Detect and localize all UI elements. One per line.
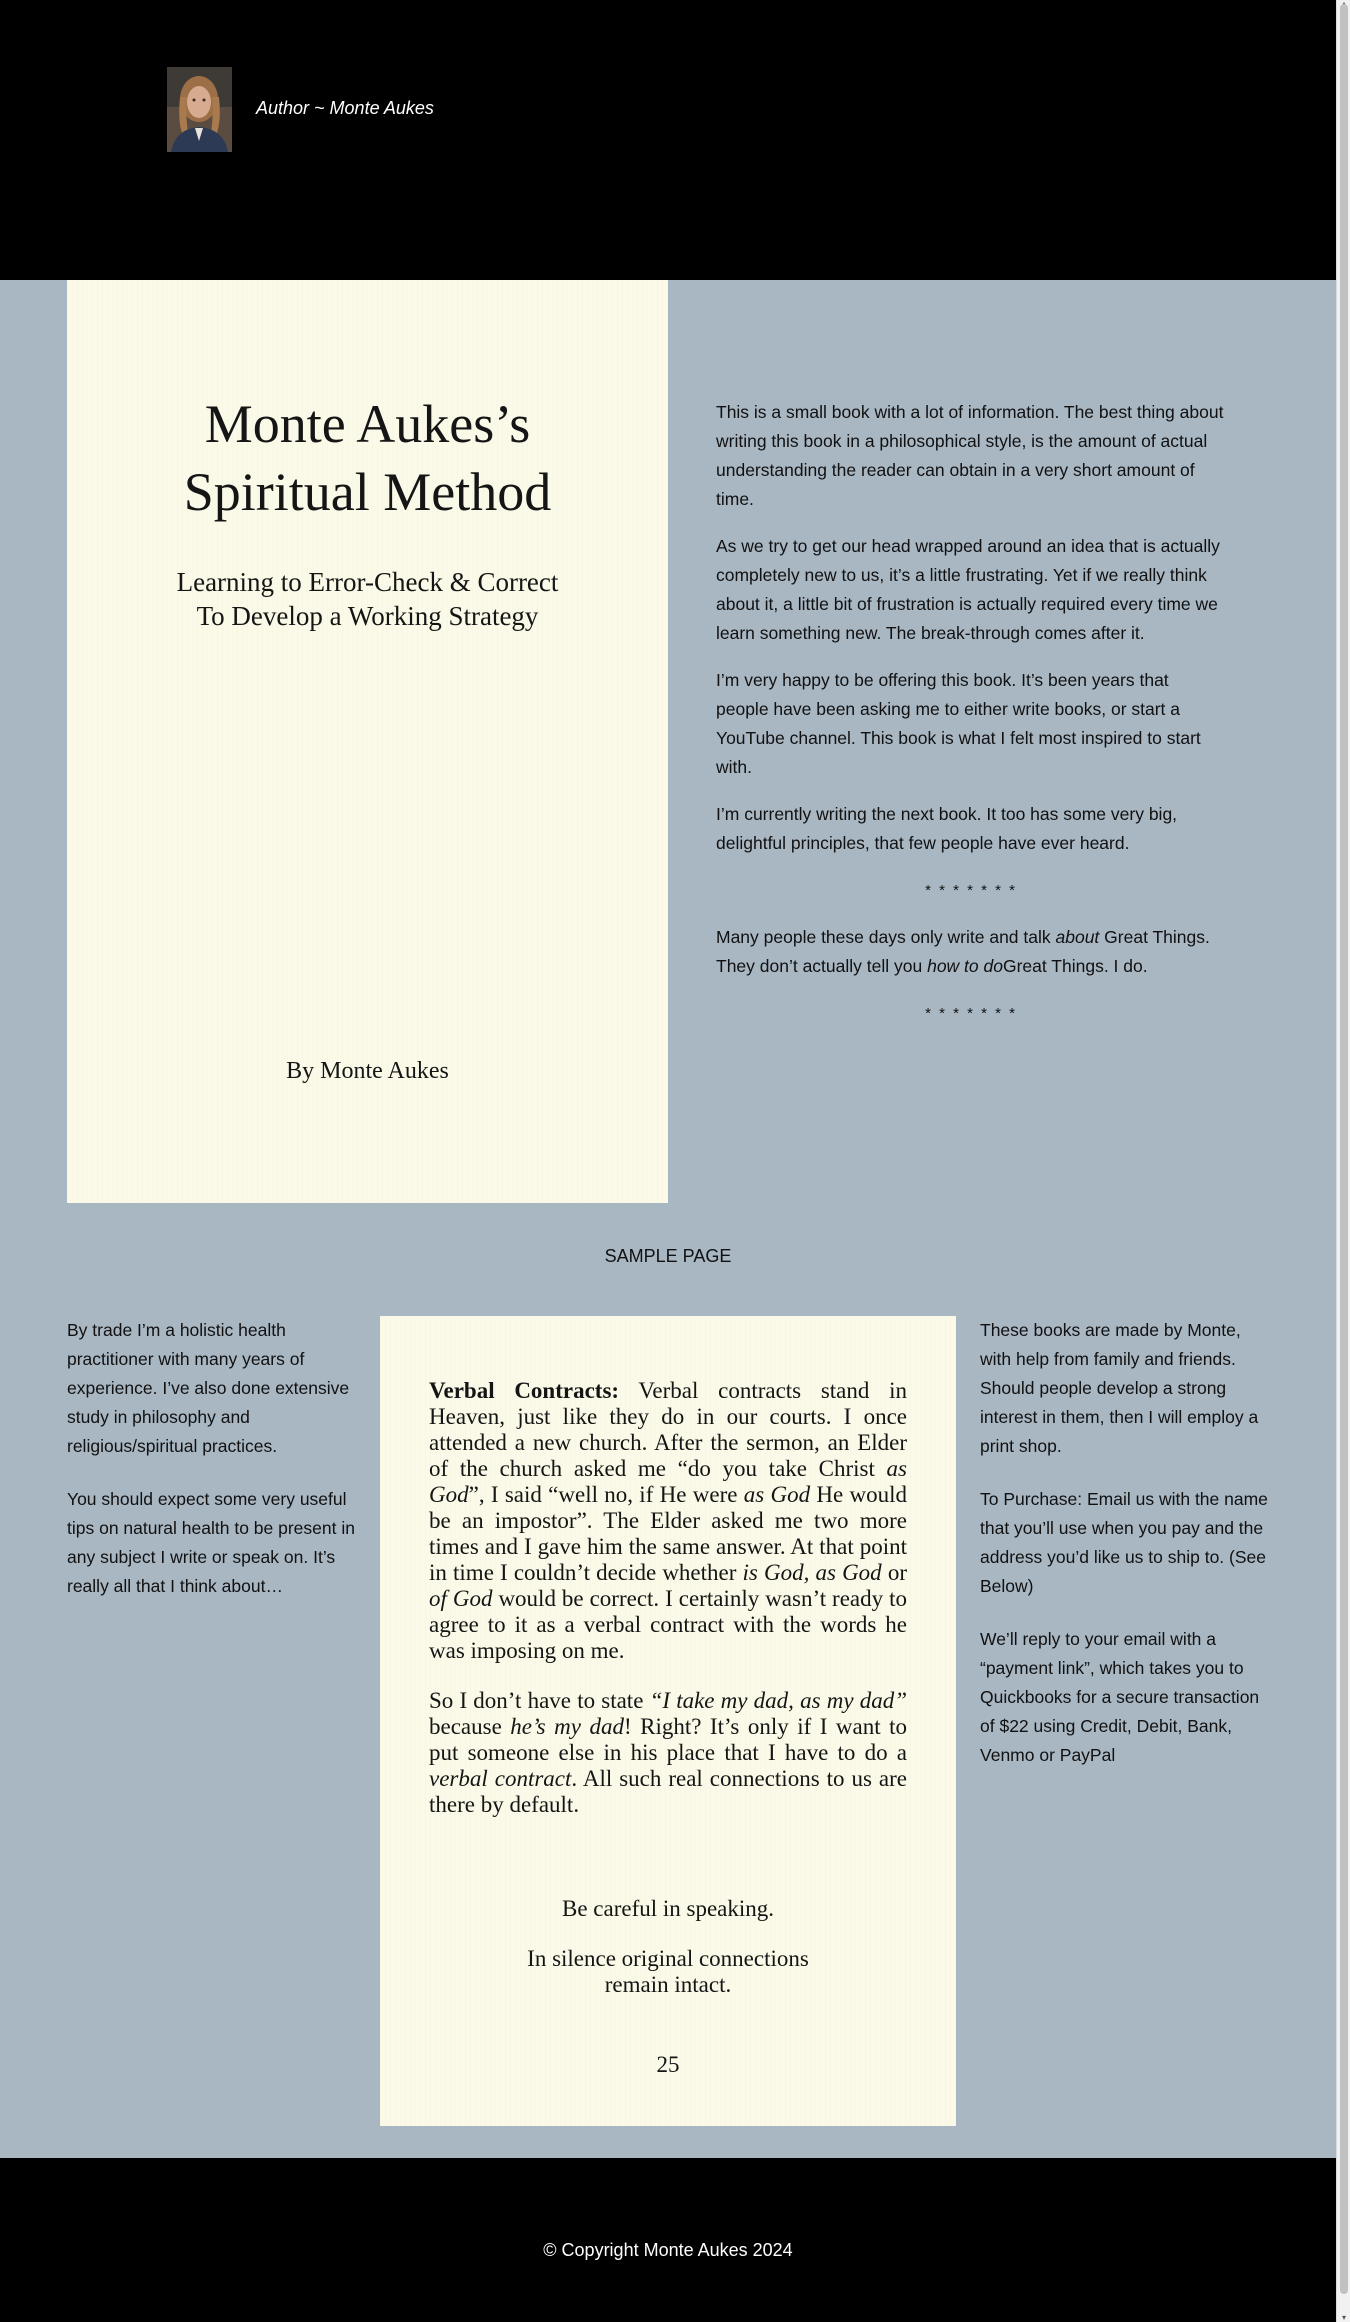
about-author [67, 1316, 361, 1625]
sample-page-image [380, 1316, 956, 2126]
emphasis: is God, as God [742, 1560, 882, 1585]
separator-stars: * * * * * * * [925, 882, 1017, 899]
text: because [429, 1714, 511, 1739]
cover-subtitle-line: Learning to Error-Check & Correct [176, 567, 559, 597]
sample-page-heading: SAMPLE PAGE [604, 1246, 732, 1266]
sample-heading-bold: Verbal Contracts: [429, 1378, 620, 1403]
scrollbar-thumb[interactable] [1340, 4, 1348, 2294]
vertical-scrollbar[interactable] [1336, 0, 1350, 2322]
text: ! Right? It’s only if I want to put someone else in his place that I have to do a [429, 1714, 907, 1765]
site-title-link[interactable]: Author ~ Monte Aukes [256, 98, 434, 118]
cover-title-line: Spiritual Method [183, 462, 552, 522]
paragraph [429, 1378, 907, 1664]
paragraph [716, 923, 1226, 981]
paragraph [429, 1688, 907, 1818]
sample-quote [380, 1896, 956, 2022]
cover-subtitle-line: To Develop a Working Strategy [196, 601, 539, 631]
emphasis: verbal contract [429, 1766, 572, 1791]
sample-page-body [429, 1378, 907, 1842]
text: In silence original connections [527, 1946, 809, 1971]
text: remain intact. [604, 1972, 732, 1997]
text: . All such real connections to us are there by default. [429, 1766, 907, 1817]
quote-line [380, 1946, 956, 1998]
paragraph: These books are made by Monte, with help from family and friends. Should people develop a strong interest in them, then I will employ a print shop. [980, 1320, 1259, 1456]
text: would be correct. I certainly wasn’t ready to agree to it as a verbal contract with the words he was imposing on me. [429, 1586, 907, 1663]
paragraph: This is a small book with a lot of information. The best thing about writing this book in a philosophical style, is the amount of actual understanding the reader can obtain in a very short amount of time. [716, 402, 1224, 509]
cover-subtitle [67, 565, 668, 633]
emphasis: of God [429, 1586, 493, 1611]
site-header [0, 0, 1336, 280]
emphasis: how to do [927, 956, 1003, 976]
text: Great Things. I do. [1002, 956, 1148, 976]
text: So I don’t have to state [429, 1688, 650, 1713]
quote-line: Be careful in speaking. [561, 1896, 775, 1921]
paragraph: By trade I’m a holistic health practitioner with many years of experience. I’ve also done extensive study in philosophy and religious/spiritual practices. [67, 1320, 350, 1456]
paragraph: I’m very happy to be offering this book. It’s been years that people have been asking me to either write books, or start a YouTube channel. This book is what I felt most inspired to start with. [716, 670, 1201, 777]
paragraph: To Purchase: Email us with the name that you’ll use when you pay and the address you’d like us to ship to. (See Below) [980, 1489, 1268, 1596]
text: ”, I said “well no, if He were [468, 1482, 744, 1507]
author-avatar[interactable] [167, 67, 232, 152]
paragraph: You should expect some very useful tips on natural health to be present in any subject I write or speak on. It’s really all that I think about… [67, 1489, 355, 1596]
cover-title [67, 390, 668, 526]
text: Many people these days only write and talk [716, 927, 1056, 947]
site-footer [0, 2158, 1336, 2322]
paragraph: I’m currently writing the next book. It too has some very big, delightful principles, that few people have ever heard. [716, 804, 1178, 853]
paragraph: As we try to get our head wrapped around an idea that is actually completely new to us, it’s a little frustrating. Yet if we really think about it, a little bit of frustration is actually required every time we learn something new. The break-through comes after it. [716, 536, 1220, 643]
emphasis: “I take my dad, as my dad” [649, 1688, 907, 1713]
book-description [716, 398, 1226, 1046]
paragraph: We’ll reply to your email with a “payment link”, which takes you to Quickbooks for a secure transaction of $22 using Credit, Debit, Bank, Venmo or PayPal [980, 1629, 1260, 1765]
cover-author: By Monte Aukes [286, 1058, 449, 1084]
cover-title-line: Monte Aukes’s [204, 394, 531, 454]
text: Verbal contracts stand in Heaven, just like they do in our courts. I once attended a new church. After the sermon, an Elder of the church asked me “do you take Christ [429, 1378, 907, 1481]
text: Great Things. They don’t actually tell you [716, 927, 1210, 976]
page-number: 25 [656, 2052, 680, 2077]
emphasis: about [1055, 927, 1100, 947]
emphasis: as God [743, 1482, 811, 1507]
purchase-info [980, 1316, 1274, 1794]
text: or [881, 1560, 907, 1585]
scroll-down-arrow-icon[interactable]: ▾ [1341, 2313, 1346, 2322]
copyright-text: © Copyright Monte Aukes 2024 [543, 2240, 793, 2260]
text: He would be an impostor”. The Elder asked me two more times and I gave him the same answer. At that point in time I couldn’t decide whether [429, 1482, 907, 1585]
separator-stars: * * * * * * * [925, 1005, 1017, 1022]
emphasis: as God [429, 1456, 907, 1507]
author-photo [167, 67, 232, 152]
book-cover-image [67, 280, 668, 1203]
emphasis: he’s my dad [510, 1714, 624, 1739]
